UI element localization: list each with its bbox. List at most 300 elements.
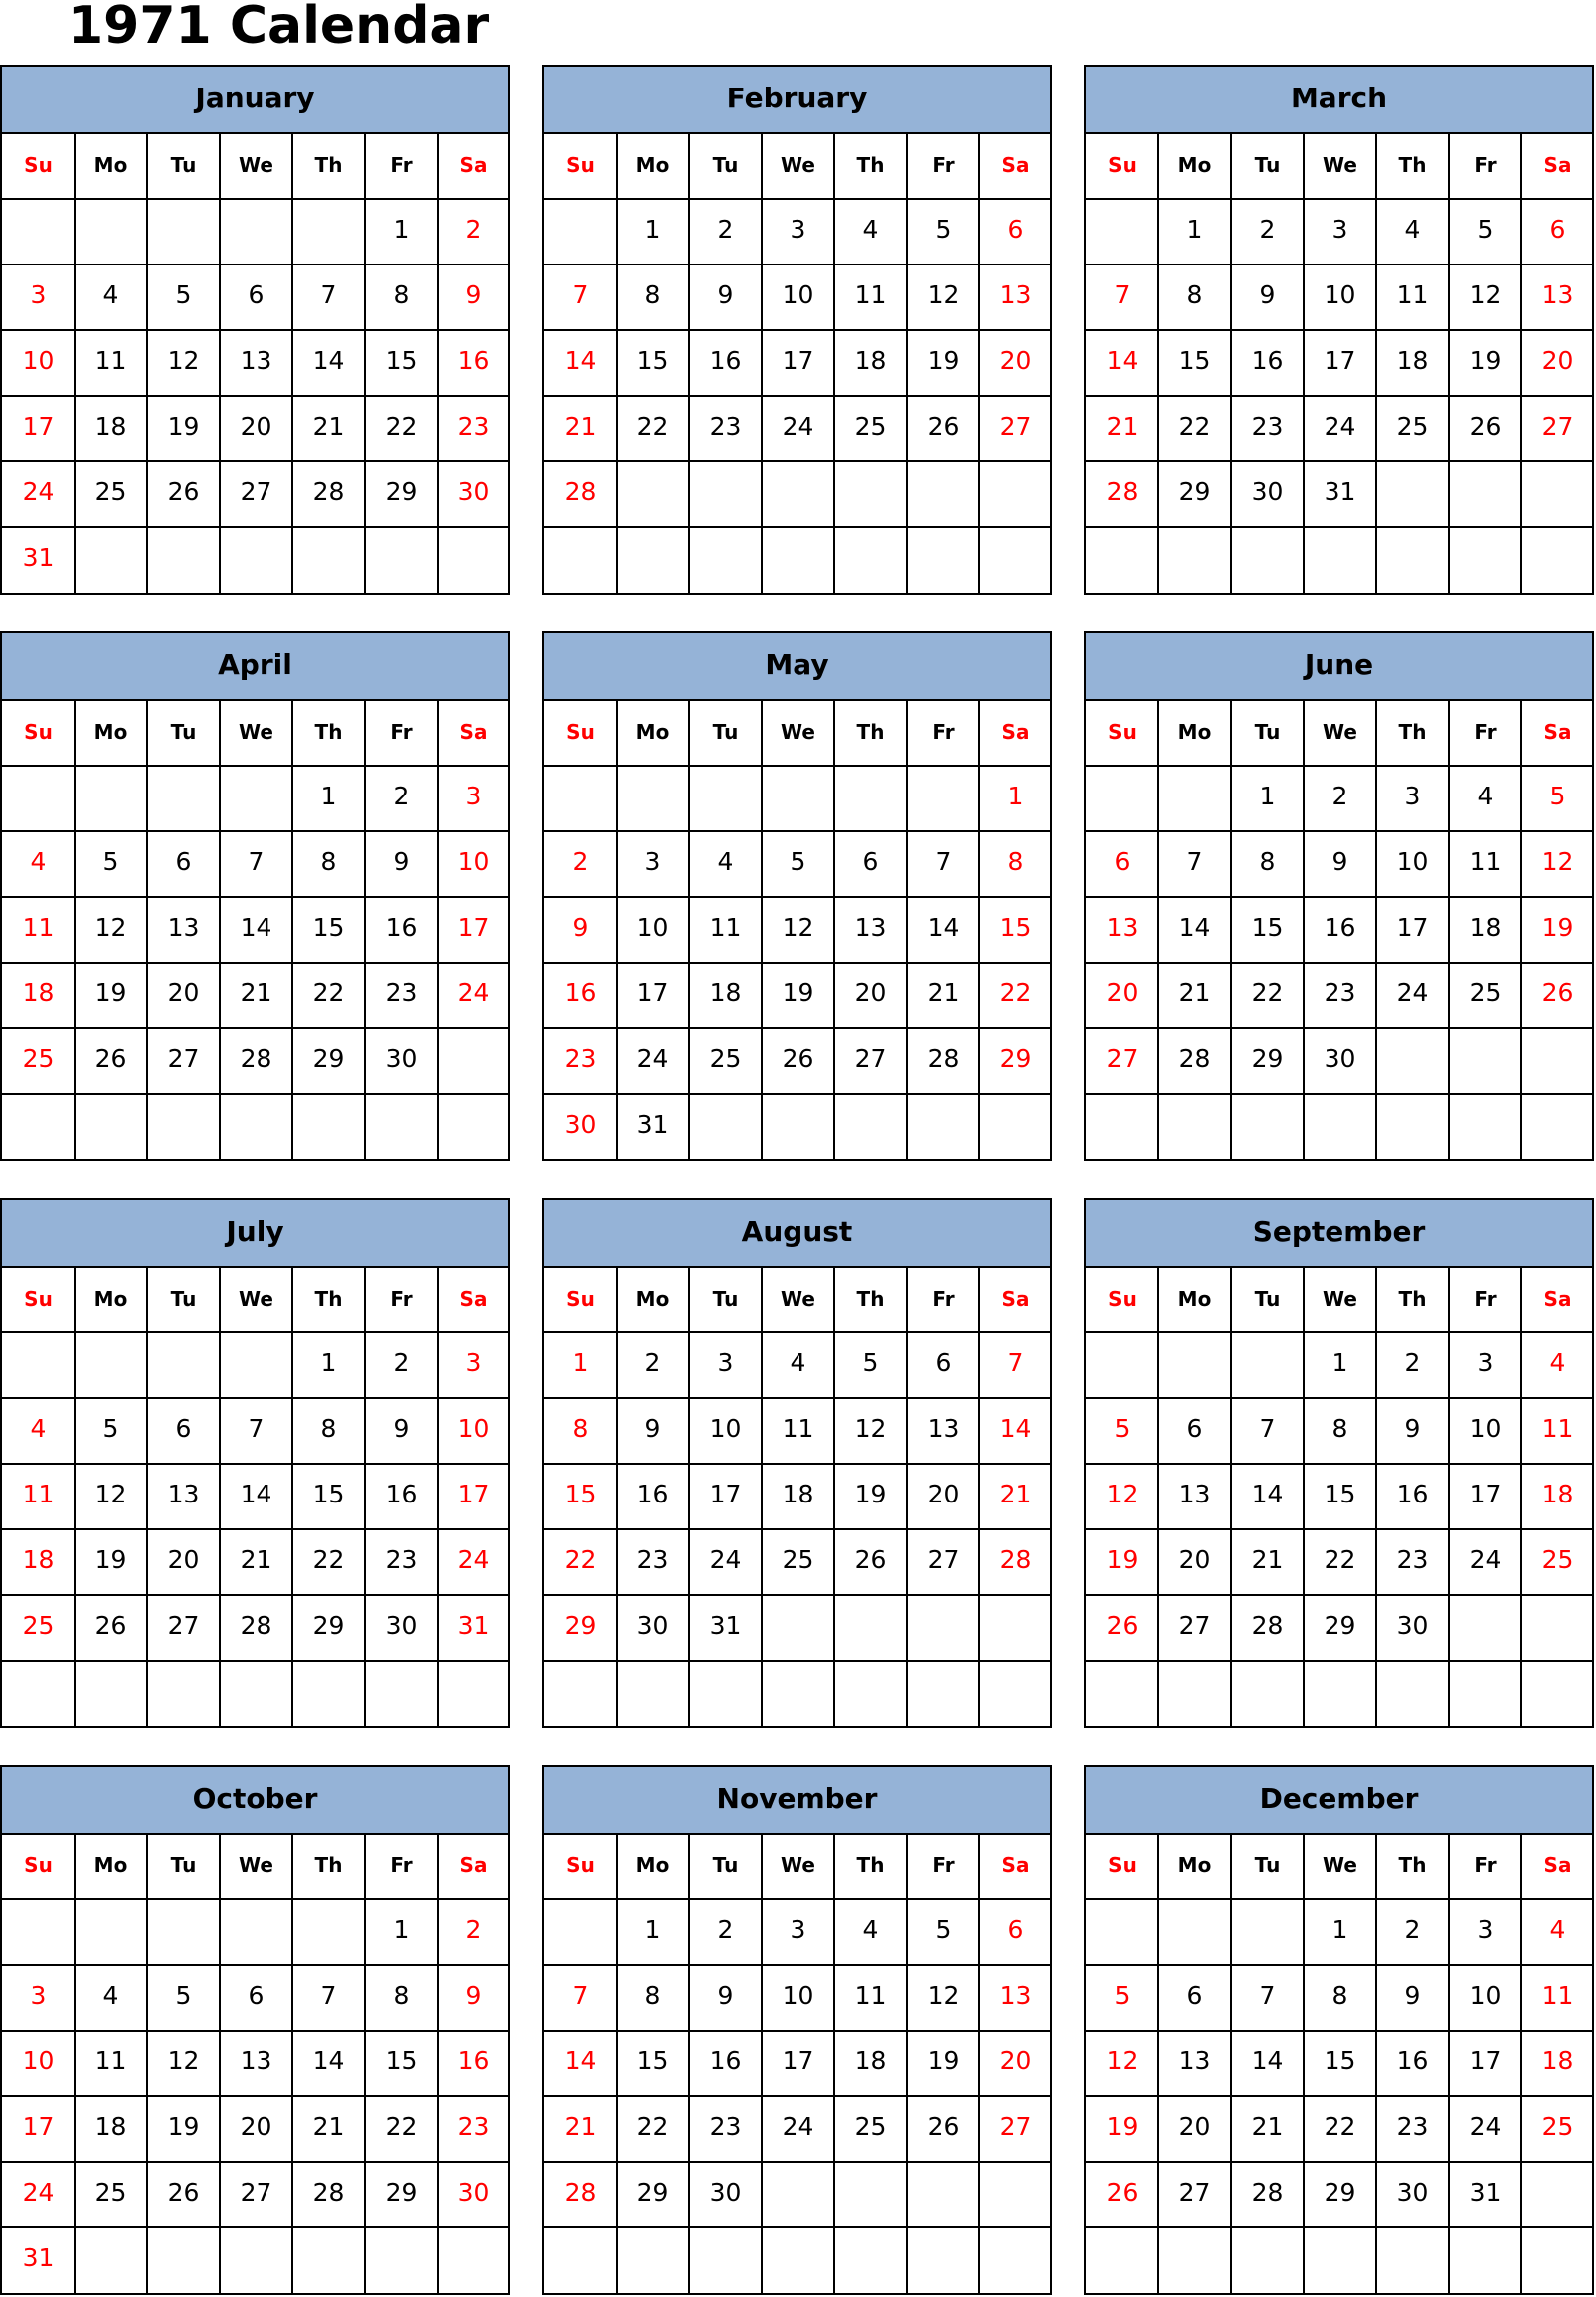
day-cell: 25 (94, 477, 127, 506)
day-cell: 20 (999, 346, 1032, 375)
day-cell: 26 (782, 1044, 814, 1073)
day-cell: 1 (393, 215, 410, 244)
weekday-header: Th (1398, 1854, 1427, 1877)
day-cell: 26 (927, 2112, 960, 2141)
day-cell: 20 (999, 2046, 1032, 2075)
day-cell: 27 (1178, 1611, 1211, 1640)
day-cell: 12 (1106, 1480, 1139, 1508)
month-name: August (544, 1200, 1050, 1268)
day-cell: 16 (636, 1480, 669, 1508)
day-cell: 4 (1549, 1915, 1566, 1944)
day-cell: 24 (709, 1545, 742, 1574)
day-cell: 8 (1186, 280, 1203, 309)
day-cell: 5 (102, 847, 119, 876)
day-cell: 2 (465, 1915, 482, 1944)
day-cell: 18 (782, 1480, 814, 1508)
day-cell: 13 (240, 346, 272, 375)
day-cell: 18 (854, 346, 887, 375)
day-cell: 22 (312, 1545, 345, 1574)
weekday-header: Fr (932, 1287, 955, 1311)
day-cell: 16 (1396, 1480, 1429, 1508)
weekday-header: Fr (1474, 720, 1497, 744)
day-cell: 17 (1324, 346, 1356, 375)
day-cell: 16 (1396, 2046, 1429, 2075)
day-cell: 12 (1106, 2046, 1139, 2075)
day-cell: 30 (709, 2178, 742, 2207)
day-cell: 14 (312, 2046, 345, 2075)
day-cell: 24 (457, 1545, 490, 1574)
day-cell: 26 (167, 2178, 200, 2207)
day-cell: 9 (1259, 280, 1276, 309)
day-cell: 4 (102, 280, 119, 309)
weekday-header: We (1323, 720, 1357, 744)
month-name: March (1086, 67, 1592, 134)
month-february (542, 65, 1052, 595)
day-cell: 13 (999, 1981, 1032, 2010)
day-cell: 20 (240, 412, 272, 441)
day-cell: 14 (564, 2046, 597, 2075)
day-cell: 2 (1404, 1915, 1421, 1944)
day-cell: 16 (709, 2046, 742, 2075)
weekday-header: We (1323, 153, 1357, 177)
day-cell: 9 (465, 280, 482, 309)
weekday-header: Tu (1254, 1854, 1281, 1877)
day-cell: 1 (1186, 215, 1203, 244)
weekday-header: Tu (170, 1854, 197, 1877)
weekday-header: Fr (1474, 1854, 1497, 1877)
day-cell: 26 (1106, 1611, 1139, 1640)
day-cell: 23 (1324, 978, 1356, 1007)
day-cell: 15 (1324, 2046, 1356, 2075)
weekday-header: We (239, 1854, 273, 1877)
day-cell: 15 (1251, 913, 1284, 942)
weekday-header: Fr (390, 720, 413, 744)
weekday-header: Tu (170, 153, 197, 177)
day-cell: 22 (312, 978, 345, 1007)
weekday-header: Tu (170, 720, 197, 744)
weekday-header: Th (314, 153, 343, 177)
day-cell: 6 (1186, 1414, 1203, 1443)
day-cell: 5 (175, 1981, 192, 2010)
day-cell: 19 (782, 978, 814, 1007)
weekday-header: We (239, 720, 273, 744)
day-cell: 5 (1114, 1414, 1131, 1443)
day-cell: 8 (320, 1414, 337, 1443)
day-cell: 23 (1396, 2112, 1429, 2141)
day-cell: 26 (854, 1545, 887, 1574)
day-cell: 3 (717, 1348, 734, 1377)
day-cell: 2 (393, 1348, 410, 1377)
day-cell: 24 (22, 477, 55, 506)
day-cell: 17 (1469, 2046, 1502, 2075)
day-cell: 15 (312, 1480, 345, 1508)
day-cell: 27 (240, 477, 272, 506)
day-cell: 3 (465, 782, 482, 810)
weekday-header: Th (314, 1854, 343, 1877)
day-cell: 28 (240, 1611, 272, 1640)
day-cell: 10 (1324, 280, 1356, 309)
day-cell: 12 (782, 913, 814, 942)
day-cell: 23 (636, 1545, 669, 1574)
day-cell: 31 (1324, 477, 1356, 506)
day-cell: 29 (1251, 1044, 1284, 1073)
day-cell: 30 (457, 2178, 490, 2207)
day-cell: 7 (1259, 1414, 1276, 1443)
day-cell: 10 (636, 913, 669, 942)
weekday-header: Mo (635, 1854, 670, 1877)
day-cell: 26 (1469, 412, 1502, 441)
day-cell: 5 (1549, 782, 1566, 810)
day-cell: 29 (1324, 2178, 1356, 2207)
day-cell: 12 (927, 280, 960, 309)
weekday-header: Fr (390, 153, 413, 177)
day-cell: 29 (636, 2178, 669, 2207)
day-cell: 21 (999, 1480, 1032, 1508)
day-cell: 24 (782, 412, 814, 441)
day-cell: 26 (1106, 2178, 1139, 2207)
day-cell: 5 (102, 1414, 119, 1443)
day-cell: 21 (564, 412, 597, 441)
day-cell: 25 (854, 412, 887, 441)
month-june (1084, 631, 1594, 1161)
month-august (542, 1198, 1052, 1728)
day-cell: 19 (927, 346, 960, 375)
weekday-header: Fr (932, 720, 955, 744)
weekday-header: We (1323, 1854, 1357, 1877)
day-cell: 22 (1178, 412, 1211, 441)
day-cell: 31 (457, 1611, 490, 1640)
weekday-header: Mo (635, 720, 670, 744)
day-cell: 20 (1178, 2112, 1211, 2141)
weekday-header: Sa (1001, 1854, 1030, 1877)
day-cell: 24 (782, 2112, 814, 2141)
day-cell: 21 (1106, 412, 1139, 441)
day-cell: 22 (1324, 2112, 1356, 2141)
day-cell: 8 (1259, 847, 1276, 876)
day-cell: 19 (94, 978, 127, 1007)
day-cell: 7 (320, 280, 337, 309)
day-cell: 6 (1114, 847, 1131, 876)
day-cell: 13 (1106, 913, 1139, 942)
day-cell: 2 (572, 847, 589, 876)
day-cell: 3 (1404, 782, 1421, 810)
day-cell: 14 (240, 1480, 272, 1508)
weekday-header: Tu (1254, 153, 1281, 177)
day-cell: 23 (457, 2112, 490, 2141)
day-cell: 23 (709, 412, 742, 441)
day-cell: 24 (1396, 978, 1429, 1007)
day-cell: 11 (1541, 1981, 1574, 2010)
day-cell: 31 (636, 1110, 669, 1139)
day-cell: 29 (999, 1044, 1032, 1073)
day-cell: 12 (94, 913, 127, 942)
day-cell: 25 (1541, 1545, 1574, 1574)
grid-line (1086, 1660, 1592, 1662)
day-cell: 6 (248, 1981, 265, 2010)
weekday-header: We (239, 1287, 273, 1311)
day-cell: 2 (717, 1915, 734, 1944)
day-cell: 30 (564, 1110, 597, 1139)
day-cell: 8 (393, 280, 410, 309)
day-cell: 10 (457, 847, 490, 876)
day-cell: 23 (457, 412, 490, 441)
weekday-header: Mo (635, 153, 670, 177)
day-cell: 3 (465, 1348, 482, 1377)
weekday-header: Th (856, 1287, 885, 1311)
day-cell: 4 (30, 847, 47, 876)
day-cell: 11 (709, 913, 742, 942)
day-cell: 11 (94, 346, 127, 375)
weekday-header: Su (24, 153, 53, 177)
day-cell: 24 (457, 978, 490, 1007)
day-cell: 26 (1541, 978, 1574, 1007)
day-cell: 12 (927, 1981, 960, 2010)
day-cell: 25 (1396, 412, 1429, 441)
day-cell: 3 (790, 215, 806, 244)
day-cell: 10 (22, 2046, 55, 2075)
day-cell: 29 (385, 477, 418, 506)
day-cell: 16 (709, 346, 742, 375)
day-cell: 16 (385, 913, 418, 942)
day-cell: 24 (1324, 412, 1356, 441)
day-cell: 13 (1178, 2046, 1211, 2075)
day-cell: 13 (167, 913, 200, 942)
day-cell: 18 (22, 1545, 55, 1574)
day-cell: 5 (935, 1915, 952, 1944)
day-cell: 15 (385, 2046, 418, 2075)
day-cell: 21 (240, 1545, 272, 1574)
day-cell: 17 (709, 1480, 742, 1508)
month-april (0, 631, 510, 1161)
day-cell: 28 (1251, 2178, 1284, 2207)
day-cell: 27 (1106, 1044, 1139, 1073)
day-cell: 31 (22, 543, 55, 572)
day-cell: 9 (393, 1414, 410, 1443)
weekday-header: Su (1108, 720, 1137, 744)
day-cell: 12 (854, 1414, 887, 1443)
day-cell: 2 (1259, 215, 1276, 244)
weekday-header: Th (856, 153, 885, 177)
month-september (1084, 1198, 1594, 1728)
day-cell: 1 (320, 1348, 337, 1377)
day-cell: 13 (999, 280, 1032, 309)
grid-line (544, 526, 1050, 528)
day-cell: 7 (572, 280, 589, 309)
day-cell: 7 (248, 1414, 265, 1443)
day-cell: 2 (717, 215, 734, 244)
weekday-header: We (781, 1854, 815, 1877)
weekday-header: Th (1398, 720, 1427, 744)
day-cell: 30 (1396, 2178, 1429, 2207)
weekday-header: Th (314, 720, 343, 744)
day-cell: 12 (1469, 280, 1502, 309)
day-cell: 9 (465, 1981, 482, 2010)
day-cell: 25 (22, 1044, 55, 1073)
month-december (1084, 1765, 1594, 2295)
day-cell: 22 (1251, 978, 1284, 1007)
weekday-header: Th (856, 1854, 885, 1877)
day-cell: 28 (312, 2178, 345, 2207)
page-title: 1971 Calendar (68, 0, 490, 56)
day-cell: 4 (30, 1414, 47, 1443)
day-cell: 26 (94, 1044, 127, 1073)
day-cell: 3 (644, 847, 661, 876)
day-cell: 21 (1251, 2112, 1284, 2141)
day-cell: 7 (1186, 847, 1203, 876)
day-cell: 18 (709, 978, 742, 1007)
day-cell: 7 (1114, 280, 1131, 309)
day-cell: 30 (1396, 1611, 1429, 1640)
day-cell: 8 (1331, 1981, 1348, 2010)
day-cell: 2 (1331, 782, 1348, 810)
weekday-header: Tu (1254, 720, 1281, 744)
day-cell: 16 (1251, 346, 1284, 375)
weekday-header: Mo (1177, 720, 1212, 744)
day-cell: 22 (1324, 1545, 1356, 1574)
day-cell: 11 (782, 1414, 814, 1443)
day-cell: 8 (572, 1414, 589, 1443)
day-cell: 14 (312, 346, 345, 375)
day-cell: 8 (644, 1981, 661, 2010)
day-cell: 13 (240, 2046, 272, 2075)
day-cell: 16 (457, 346, 490, 375)
day-cell: 13 (1178, 1480, 1211, 1508)
day-cell: 3 (1331, 215, 1348, 244)
day-cell: 15 (636, 346, 669, 375)
day-cell: 19 (94, 1545, 127, 1574)
grid-line (1086, 526, 1592, 528)
weekday-header: Sa (1543, 153, 1572, 177)
day-cell: 11 (22, 913, 55, 942)
day-cell: 14 (240, 913, 272, 942)
weekday-header: Mo (93, 153, 128, 177)
weekday-header: Sa (459, 720, 488, 744)
month-october (0, 1765, 510, 2295)
day-cell: 22 (636, 2112, 669, 2141)
weekday-header: Tu (170, 1287, 197, 1311)
weekday-header: Th (856, 720, 885, 744)
day-cell: 12 (167, 2046, 200, 2075)
day-cell: 13 (1541, 280, 1574, 309)
weekday-header: Sa (459, 1854, 488, 1877)
day-cell: 27 (167, 1611, 200, 1640)
day-cell: 6 (248, 280, 265, 309)
day-cell: 10 (1396, 847, 1429, 876)
day-cell: 1 (644, 215, 661, 244)
day-cell: 27 (1178, 2178, 1211, 2207)
day-cell: 2 (465, 215, 482, 244)
month-may (542, 631, 1052, 1161)
weekday-header: Su (1108, 1287, 1137, 1311)
day-cell: 20 (1541, 346, 1574, 375)
month-name: November (544, 1767, 1050, 1835)
day-cell: 30 (1251, 477, 1284, 506)
day-cell: 15 (1178, 346, 1211, 375)
month-name: October (2, 1767, 508, 1835)
weekday-header: Su (1108, 153, 1137, 177)
day-cell: 23 (385, 1545, 418, 1574)
day-cell: 6 (935, 1348, 952, 1377)
weekday-header: Fr (390, 1287, 413, 1311)
day-cell: 12 (94, 1480, 127, 1508)
day-cell: 1 (393, 1915, 410, 1944)
weekday-header: Sa (1543, 1854, 1572, 1877)
weekday-header: Th (314, 1287, 343, 1311)
day-cell: 28 (564, 2178, 597, 2207)
day-cell: 22 (999, 978, 1032, 1007)
day-cell: 18 (1541, 1480, 1574, 1508)
day-cell: 11 (94, 2046, 127, 2075)
weekday-header: Fr (1474, 153, 1497, 177)
day-cell: 15 (1324, 1480, 1356, 1508)
weekday-header: We (781, 153, 815, 177)
day-cell: 25 (22, 1611, 55, 1640)
weekday-header: Fr (390, 1854, 413, 1877)
day-cell: 19 (1106, 1545, 1139, 1574)
day-cell: 29 (564, 1611, 597, 1640)
day-cell: 30 (385, 1044, 418, 1073)
weekday-header: Su (566, 720, 595, 744)
day-cell: 22 (385, 2112, 418, 2141)
day-cell: 20 (927, 1480, 960, 1508)
day-cell: 30 (457, 477, 490, 506)
month-name: January (2, 67, 508, 134)
day-cell: 16 (564, 978, 597, 1007)
day-cell: 9 (644, 1414, 661, 1443)
day-cell: 24 (22, 2178, 55, 2207)
day-cell: 1 (644, 1915, 661, 1944)
day-cell: 29 (1178, 477, 1211, 506)
month-name: July (2, 1200, 508, 1268)
weekday-header: Sa (459, 153, 488, 177)
day-cell: 7 (1007, 1348, 1024, 1377)
weekday-header: Tu (712, 153, 739, 177)
day-cell: 22 (385, 412, 418, 441)
day-cell: 3 (1477, 1348, 1494, 1377)
day-cell: 23 (709, 2112, 742, 2141)
day-cell: 10 (782, 280, 814, 309)
day-cell: 5 (935, 215, 952, 244)
weekday-header: Su (24, 720, 53, 744)
day-cell: 17 (782, 2046, 814, 2075)
day-cell: 14 (564, 346, 597, 375)
day-cell: 28 (1178, 1044, 1211, 1073)
day-cell: 17 (1396, 913, 1429, 942)
day-cell: 5 (175, 280, 192, 309)
day-cell: 23 (1251, 412, 1284, 441)
day-cell: 11 (22, 1480, 55, 1508)
day-cell: 24 (1469, 1545, 1502, 1574)
weekday-header: Tu (712, 720, 739, 744)
day-cell: 14 (927, 913, 960, 942)
day-cell: 11 (1396, 280, 1429, 309)
day-cell: 30 (636, 1611, 669, 1640)
day-cell: 18 (94, 412, 127, 441)
day-cell: 27 (927, 1545, 960, 1574)
day-cell: 25 (94, 2178, 127, 2207)
day-cell: 30 (1324, 1044, 1356, 1073)
day-cell: 6 (1007, 1915, 1024, 1944)
day-cell: 11 (854, 1981, 887, 2010)
day-cell: 20 (1106, 978, 1139, 1007)
day-cell: 17 (457, 913, 490, 942)
day-cell: 6 (862, 847, 879, 876)
day-cell: 26 (167, 477, 200, 506)
day-cell: 8 (1331, 1414, 1348, 1443)
day-cell: 24 (636, 1044, 669, 1073)
weekday-header: Su (566, 1854, 595, 1877)
day-cell: 29 (1324, 1611, 1356, 1640)
